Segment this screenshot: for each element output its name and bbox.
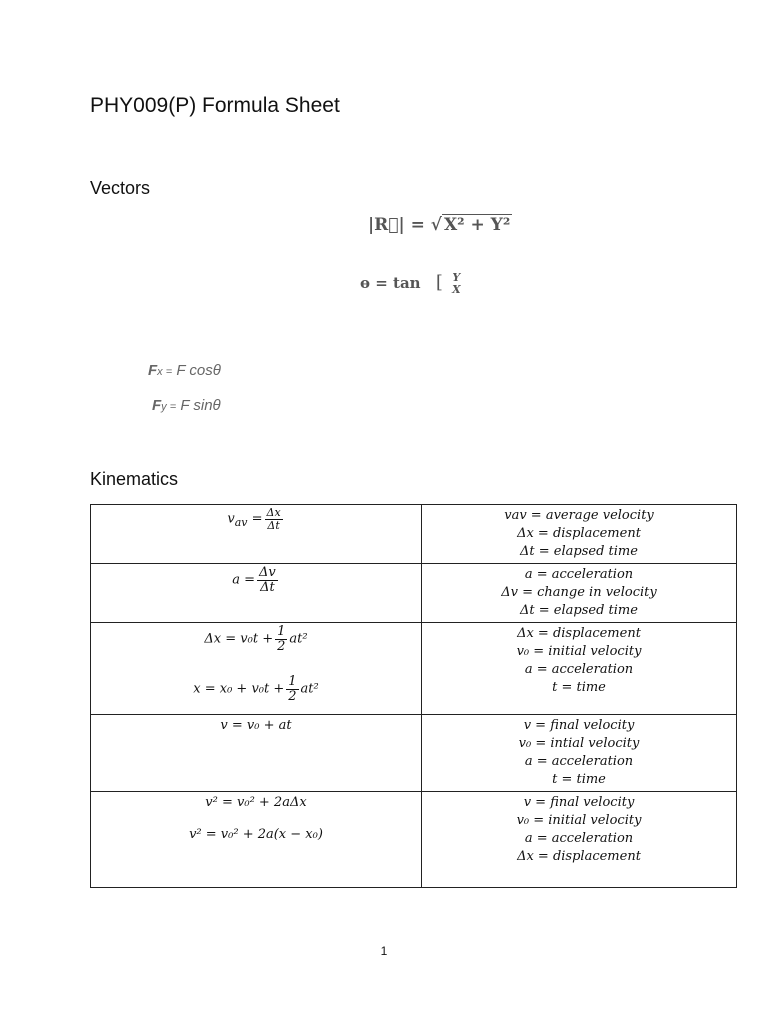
fraction-denominator: Δt (267, 518, 280, 532)
equation-radicand: X² + Y² (443, 215, 511, 235)
formula (95, 717, 417, 735)
definition-line: v = final velocity (523, 718, 635, 733)
formula-suffix: at² (289, 631, 308, 647)
definition-line: Δx = displacement (517, 526, 641, 541)
definition-line: a = acceleration (524, 831, 634, 846)
definition-line: v₀ = initial velocity (516, 644, 642, 659)
definition-cell (422, 564, 737, 623)
definition-line: vav = average velocity (504, 508, 654, 523)
fraction (265, 507, 283, 531)
formula-cell (91, 792, 422, 888)
formula-text: v² = v₀² + 2a(x − x₀) (189, 827, 323, 842)
fraction-numerator: 1 (288, 674, 297, 690)
table-row (91, 564, 737, 623)
kinematics-table (90, 504, 737, 888)
equation-vector-magnitude: |R⃗| = √ X² + Y² (368, 215, 511, 235)
formula (95, 507, 417, 532)
table-row (91, 715, 737, 792)
table-row (91, 792, 737, 888)
formula (95, 625, 417, 653)
formula-cell (91, 623, 422, 715)
fraction (275, 625, 287, 653)
fraction-denominator: 2 (288, 688, 297, 704)
definition-line: Δx = displacement (517, 849, 641, 864)
definition-line: Δv = change in velocity (501, 585, 657, 600)
formula (95, 675, 417, 703)
fraction-denominator: 2 (277, 638, 286, 654)
formula-text: v = v₀ + at (220, 718, 292, 733)
formula-cell (91, 505, 422, 564)
definition-line: a = acceleration (524, 754, 634, 769)
equation-fx: Fx = F cosθ (148, 362, 221, 379)
formula (95, 794, 417, 812)
equation-fy: Fy = F sinθ (152, 397, 221, 414)
definition-line: t = time (552, 772, 606, 787)
formula-prefix: x = x₀ + v₀t + (193, 681, 285, 697)
fraction: Y X (452, 271, 461, 296)
definition-cell (422, 623, 737, 715)
section-heading-vectors: Vectors (90, 178, 151, 198)
formula-subscript: av (234, 516, 248, 530)
definition-cell (422, 715, 737, 792)
definition-line: a = acceleration (524, 567, 634, 582)
equation-vector-angle (360, 272, 465, 296)
formula-cell (91, 715, 422, 792)
table-row (91, 623, 737, 715)
fraction-numerator: Δv (259, 565, 276, 580)
section-heading-kinematics: Kinematics (90, 469, 179, 489)
bracket: [ (435, 272, 443, 293)
fraction (257, 566, 278, 594)
formula-cell (91, 564, 422, 623)
definition-cell (422, 505, 737, 564)
fraction-numerator: Δx (266, 506, 281, 519)
fraction-numerator: 1 (277, 624, 286, 639)
equation-lhs: |R⃗| = (368, 215, 425, 235)
formula (95, 566, 417, 594)
formula (95, 826, 417, 844)
definition-line: v = final velocity (523, 795, 635, 810)
formula-text: v² = v₀² + 2aΔx (205, 795, 307, 810)
fraction (286, 675, 298, 703)
definition-line: a = acceleration (524, 662, 634, 677)
definition-line: t = time (552, 680, 606, 695)
definition-line: Δx = displacement (517, 626, 641, 641)
definition-line: Δt = elapsed time (520, 603, 638, 618)
formula-prefix: a = (232, 572, 256, 588)
formula-operator: = (247, 511, 263, 527)
formula-prefix: v (227, 511, 235, 527)
page-number: 1 (380, 944, 388, 958)
definition-line: Δt = elapsed time (520, 544, 638, 559)
definition-line: v₀ = initial velocity (516, 813, 642, 828)
page-title: PHY009(P) Formula Sheet (90, 94, 340, 117)
formula-prefix: Δx = v₀t + (204, 631, 274, 647)
table-row (91, 505, 737, 564)
equation-lhs: ɵ = tan (360, 274, 421, 292)
definition-line: v₀ = intial velocity (518, 736, 640, 751)
fraction-denominator: Δt (260, 579, 275, 595)
definition-cell (422, 792, 737, 888)
formula-suffix: at² (300, 681, 319, 697)
